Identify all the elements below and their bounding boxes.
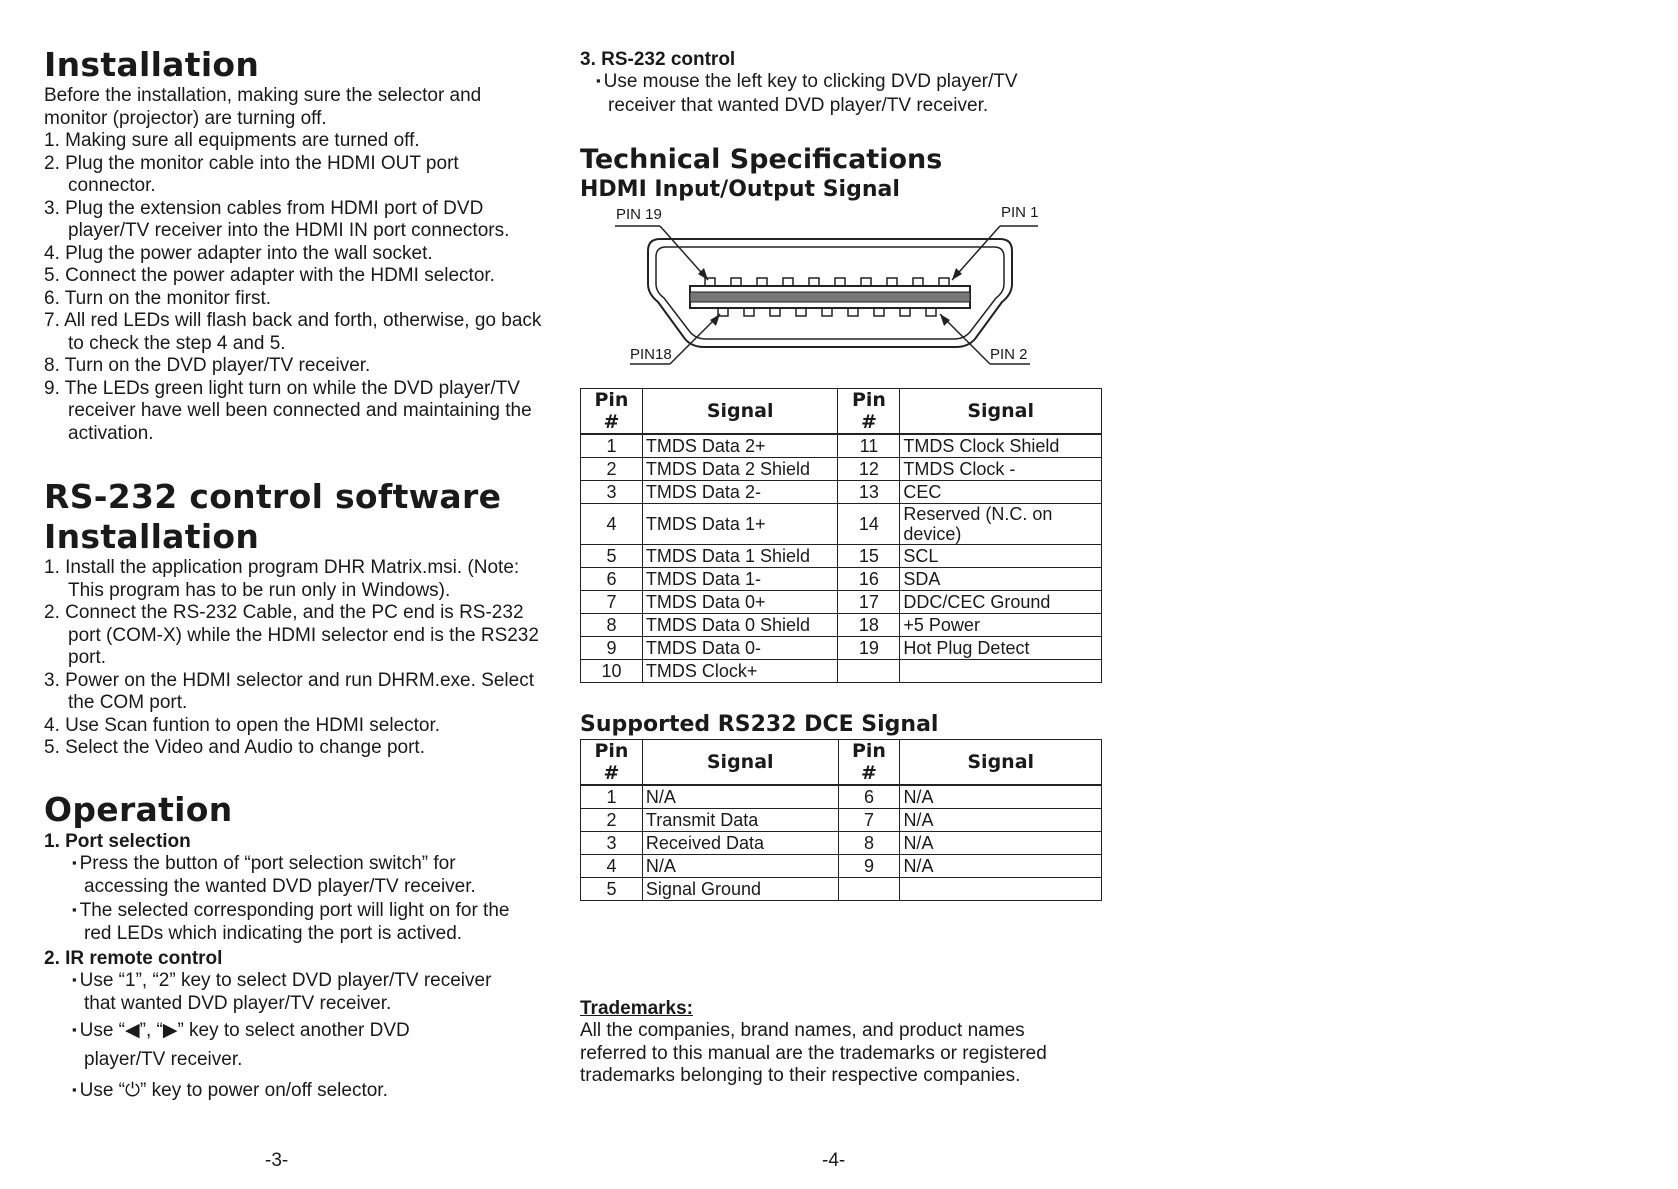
connector-pin	[822, 308, 832, 316]
table-cell: SDA	[900, 568, 1102, 591]
list-item: 3. Power on the HDMI selector and run DHRM.exe. Select the COM port.	[44, 669, 534, 713]
table-cell: 9	[581, 637, 643, 660]
table-cell: TMDS Data 1+	[642, 504, 838, 545]
left-page	[44, 0, 564, 1104]
table-row	[581, 878, 1102, 901]
list-item: 1. Making sure all equipments are turned off.	[44, 130, 420, 151]
operation-title: Operation	[44, 789, 233, 829]
hdmi-pin-table	[580, 388, 1102, 683]
table-row	[581, 591, 1102, 614]
table-row	[581, 785, 1102, 809]
table-cell: 11	[838, 434, 900, 458]
table-cell: 5	[581, 545, 643, 568]
ir-remote-bullets	[44, 970, 508, 1104]
table-row	[581, 458, 1102, 481]
table-cell: 3	[581, 832, 643, 855]
list-item: 6. Turn on the monitor first.	[44, 287, 272, 309]
hdmi-connector-diagram	[580, 204, 1080, 384]
trademarks-title: Trademarks:	[580, 998, 694, 1019]
table-cell: N/A	[900, 785, 1102, 809]
ir-remote-heading: 2. IR remote control	[44, 947, 223, 969]
pin2-label: PIN 2	[990, 346, 1028, 363]
table-cell: 2	[581, 458, 643, 481]
list-item: 5. Connect the power adapter with the HDMI selector.	[44, 265, 495, 286]
connector-pin	[770, 308, 780, 316]
connector-pin	[796, 308, 806, 316]
connector-pin	[835, 278, 845, 286]
table-cell: TMDS Clock -	[900, 458, 1102, 481]
page-number-left: -3-	[265, 1150, 289, 1171]
table-row	[581, 855, 1102, 878]
tech-specs-title: Technical Specifications	[580, 144, 943, 175]
table-cell: TMDS Data 2-	[642, 481, 838, 504]
list-item: 3. Plug the extension cables from HDMI port of DVD player/TV receiver into the HDMI IN port connectors.	[44, 197, 510, 241]
table-cell	[838, 660, 900, 683]
list-item: 2. Connect the RS-232 Cable, and the PC end is RS-232 port (COM-X) while the HDMI selector end is the RS232 port.	[44, 602, 539, 668]
connector-pin	[744, 308, 754, 316]
table-cell: N/A	[642, 855, 838, 878]
table-cell: 10	[581, 660, 643, 683]
table-cell: N/A	[900, 809, 1102, 832]
table-cell: 4	[581, 855, 643, 878]
table-cell: TMDS Data 1-	[642, 568, 838, 591]
table-cell: TMDS Data 2 Shield	[642, 458, 838, 481]
table-header-row	[581, 740, 1102, 786]
table-cell: TMDS Data 0 Shield	[642, 614, 838, 637]
table-cell: Reserved (N.C. on device)	[900, 504, 1102, 545]
connector-pin	[783, 278, 793, 286]
table-cell: DDC/CEC Ground	[900, 591, 1102, 614]
installation-intro: Before the installation, making sure the selector and monitor (projector) are turning off.	[44, 85, 482, 129]
installation-title: Installation	[44, 45, 260, 84]
list-item: ▪ Use “⏻” key to power on/off selector.	[68, 1080, 508, 1104]
table-cell: TMDS Data 1 Shield	[642, 545, 838, 568]
table-cell: 18	[838, 614, 900, 637]
rs232-signal-heading: Supported RS232 DCE Signal	[580, 712, 939, 737]
right-page	[580, 0, 1120, 1088]
list-item: 5. Select the Video and Audio to change port.	[44, 737, 425, 758]
table-cell: Received Data	[642, 832, 838, 855]
list-item: ▪ Use mouse the left key to clicking DVD player/TV receiver that wanted DVD player/TV receiver.	[592, 71, 1052, 117]
list-item: 4. Use Scan funtion to open the HDMI selector.	[44, 714, 441, 736]
table-cell: 4	[581, 504, 643, 545]
table-cell: TMDS Data 0+	[642, 591, 838, 614]
list-item: 9. The LEDs green light turn on while the DVD player/TV receiver have well been connected and maintaining the activation.	[44, 377, 532, 444]
table-cell: 1	[581, 434, 643, 458]
table-cell: 8	[581, 614, 643, 637]
port-selection-bullets	[44, 853, 528, 946]
table-cell: 12	[838, 458, 900, 481]
connector-pin	[939, 278, 949, 286]
header-cell: Signal	[642, 740, 838, 786]
table-cell: 16	[838, 568, 900, 591]
header-cell: Pin #	[838, 740, 900, 786]
list-item: 1. Install the application program DHR Matrix.msi. (Note: This program has to be run only in Windows).	[44, 557, 520, 601]
table-header-row	[581, 389, 1102, 435]
table-cell: 2	[581, 809, 643, 832]
table-cell: 6	[581, 568, 643, 591]
table-cell: 15	[838, 545, 900, 568]
connector-pin	[861, 278, 871, 286]
connector-pin	[926, 308, 936, 316]
rs232-pin-table	[580, 739, 1102, 901]
table-cell: 5	[581, 878, 643, 901]
installation-steps	[44, 130, 542, 445]
table-cell	[838, 878, 900, 901]
connector-pin	[757, 278, 767, 286]
table-cell: 8	[838, 832, 900, 855]
list-item: ▪ Use “1”, “2” key to select DVD player/TV receiver that wanted DVD player/TV receiver.	[68, 970, 508, 1016]
table-cell: 1	[581, 785, 643, 809]
table-row	[581, 832, 1102, 855]
header-cell: Pin #	[581, 740, 643, 786]
hdmi-signal-heading: HDMI Input/Output Signal	[580, 177, 900, 202]
list-item: 2. Plug the monitor cable into the HDMI OUT port connector.	[44, 152, 459, 196]
connector-pin	[731, 278, 741, 286]
pin1-label: PIN 1	[1001, 204, 1039, 221]
table-cell: 13	[838, 481, 900, 504]
table-cell: CEC	[900, 481, 1102, 504]
table-row	[581, 637, 1102, 660]
list-item: 7. All red LEDs will flash back and forth, otherwise, go back to check the step 4 and 5.	[44, 310, 542, 354]
connector-pin	[913, 278, 923, 286]
table-row	[581, 568, 1102, 591]
table-cell: TMDS Data 2+	[642, 434, 838, 458]
rs232-install-steps	[44, 557, 554, 760]
table-row	[581, 614, 1102, 637]
port-selection-heading: 1. Port selection	[44, 830, 191, 852]
table-cell: Transmit Data	[642, 809, 838, 832]
table-cell: TMDS Clock Shield	[900, 434, 1102, 458]
list-item: ▪ Press the button of “port selection switch” for accessing the wanted DVD player/TV receiver.	[68, 853, 528, 899]
table-cell: 7	[581, 591, 643, 614]
connector-pin	[887, 278, 897, 286]
list-item: ▪ The selected corresponding port will light on for the red LEDs which indicating the port is actived.	[68, 900, 528, 946]
connector-pin	[809, 278, 819, 286]
rs232-install-title: RS-232 control software Installation	[44, 477, 502, 556]
table-cell: 19	[838, 637, 900, 660]
table-cell: 17	[838, 591, 900, 614]
table-cell	[900, 878, 1102, 901]
trademarks-text: All the companies, brand names, and product names referred to this manual are the trademarks or registered trademarks belonging to their respective companies.	[580, 1020, 1047, 1086]
list-item: 4. Plug the power adapter into the wall socket.	[44, 242, 433, 264]
table-row	[581, 481, 1102, 504]
header-cell: Pin #	[581, 389, 643, 435]
table-row	[581, 660, 1102, 683]
table-cell	[900, 660, 1102, 683]
header-cell: Signal	[900, 740, 1102, 786]
list-item: 8. Turn on the DVD player/TV receiver.	[44, 355, 371, 376]
rs232-control-bullets	[580, 71, 1052, 117]
table-cell: 9	[838, 855, 900, 878]
pin18-label: PIN18	[630, 346, 672, 363]
table-row	[581, 809, 1102, 832]
connector-pin	[874, 308, 884, 316]
header-cell: Signal	[900, 389, 1102, 435]
table-cell: 14	[838, 504, 900, 545]
table-row	[581, 434, 1102, 458]
pin19-label: PIN 19	[616, 206, 662, 223]
table-row	[581, 504, 1102, 545]
table-row	[581, 545, 1102, 568]
header-cell: Signal	[642, 389, 838, 435]
table-cell: N/A	[900, 855, 1102, 878]
table-cell: 6	[838, 785, 900, 809]
rs232-control-heading: 3. RS-232 control	[580, 49, 736, 70]
table-cell: 7	[838, 809, 900, 832]
table-cell: TMDS Clock+	[642, 660, 838, 683]
table-cell: N/A	[900, 832, 1102, 855]
table-cell: 3	[581, 481, 643, 504]
table-cell: N/A	[642, 785, 838, 809]
connector-pin	[848, 308, 858, 316]
page-number-right: -4-	[822, 1150, 846, 1171]
connector-pin	[900, 308, 910, 316]
table-cell: +5 Power	[900, 614, 1102, 637]
table-cell: SCL	[900, 545, 1102, 568]
table-cell: Hot Plug Detect	[900, 637, 1102, 660]
table-cell: Signal Ground	[642, 878, 838, 901]
table-cell: TMDS Data 0-	[642, 637, 838, 660]
header-cell: Pin #	[838, 389, 900, 435]
list-item: ▪ Use “◀”, “▶” key to select another DVD player/TV receiver.	[68, 1017, 464, 1074]
